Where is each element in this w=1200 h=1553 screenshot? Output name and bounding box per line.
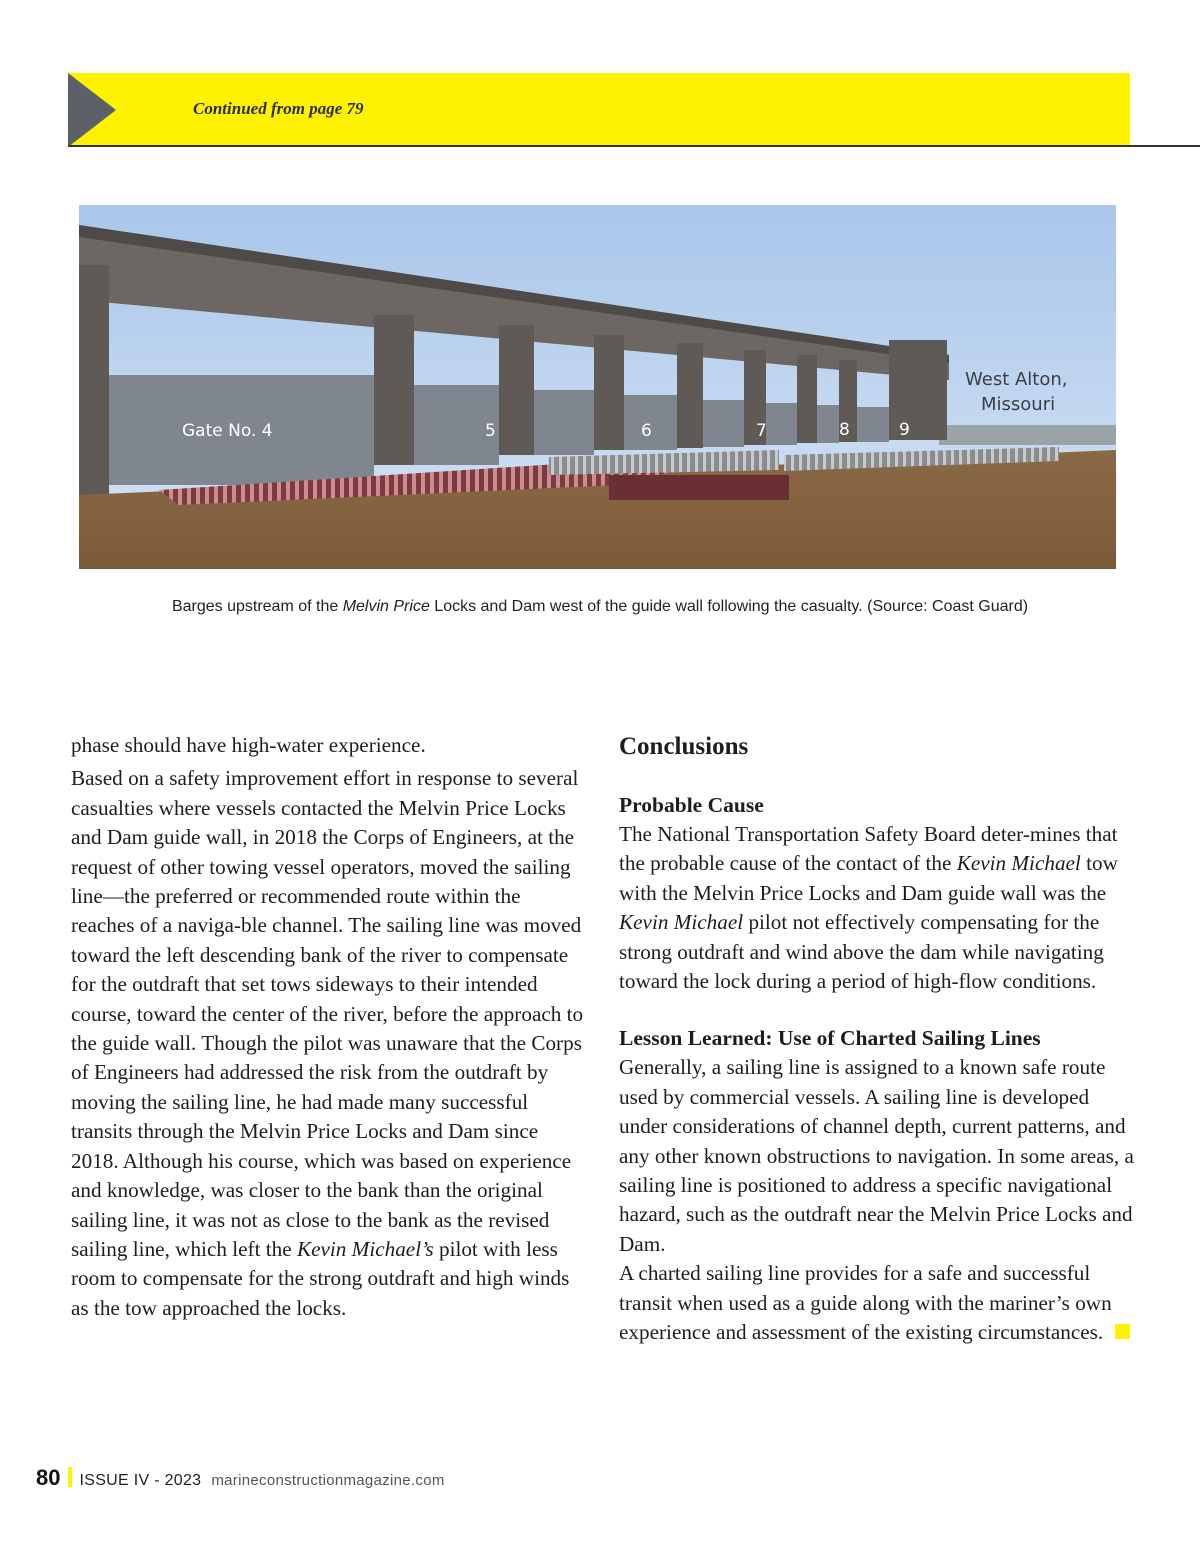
gate-6-label: 6 — [641, 421, 652, 441]
continued-from-label: Continued from page 79 — [193, 99, 364, 118]
gate-5-label: 5 — [485, 421, 496, 441]
banner-arrow-icon — [68, 73, 116, 147]
paragraph-1: phase should have high-water experience. — [71, 733, 426, 757]
gate-9-label: 9 — [899, 420, 910, 440]
lesson-learned-heading: Lesson Learned: Use of Charted Sailing Lines — [619, 1026, 1041, 1051]
probable-cause-text-b: tow with the Melvin Price Locks and Dam guide wall was the — [619, 851, 1118, 905]
gate-4-label: Gate No. 4 — [182, 421, 273, 441]
vessel-name: Kevin Michael — [956, 851, 1081, 876]
paragraph-2-text-a: Based on a safety improvement effort in response to several casualties where vessels contacted the Melvin Price Locks and Dam guide wall, in 2018 the Corps of Engineers, at the request of other towing vessel operators, moved the sailing line—the preferred or recommended route within the reaches of a naviga-ble channel. The sailing line was moved toward the left descending bank of the river to compensate for the outdraft that set tows sideways to their intended course, toward the center of the river, before the approach to the guide wall. Though the pilot was unaware that the Corps of Engineers had addressed the risk from the outdraft by moving the sailing line, he had made many successful transits through the Melvin Price Locks and Dam since 2018. Although his course, which was based on experience and knowledge, was closer to the bank than the original sailing line, it was not as close to the bank as the revised sailing line, which left the — [71, 766, 584, 1261]
vessel-name: Kevin Michael’s — [296, 1236, 434, 1261]
page-number: 80 — [36, 1465, 61, 1490]
right-column — [619, 731, 1139, 1348]
issue-label: ISSUE IV - 2023 — [79, 1472, 202, 1489]
caption-vessel-name: Melvin Price — [342, 598, 430, 615]
dam-photo — [79, 205, 1116, 569]
caption-text-after: Locks and Dam west of the guide wall following the casualty. (Source: Coast Guard) — [429, 598, 1029, 615]
lesson-learned-paragraph — [619, 1053, 1139, 1347]
place-label-line1: West Alton, — [965, 369, 1068, 390]
probable-cause-paragraph — [619, 820, 1139, 996]
left-column — [71, 731, 586, 1323]
page-footer — [36, 1465, 445, 1493]
website-label: marineconstructionmagazine.com — [211, 1472, 445, 1489]
place-label-line2: Missouri — [981, 394, 1056, 415]
footer-divider — [68, 1467, 72, 1487]
photo-caption — [0, 598, 1200, 616]
paragraph-2-text-b: pilot with less room to compensate for the strong outdraft and high winds as the tow approached the locks. — [71, 1236, 570, 1320]
paragraph-2 — [71, 764, 586, 1323]
vessel-name: Kevin Michael — [619, 910, 744, 935]
probable-cause-text-c: pilot not effectively compensating for the strong outdraft and wind above the dam while navigating toward the lock during a period of high-flow conditions. — [619, 910, 1104, 994]
caption-text-before: Barges upstream of the — [171, 598, 343, 615]
probable-cause-heading: Probable Cause — [619, 793, 764, 817]
header-rule — [68, 145, 1200, 147]
gate-7-label: 7 — [756, 421, 767, 441]
conclusions-heading: Conclusions — [619, 733, 749, 760]
gate-8-label: 8 — [839, 420, 850, 440]
lesson-learned-text-1: Generally, a sailing line is assigned to a known safe route used by commercial vessels. A sailing line is developed under considerations of channel depth, current patterns, and any other known obstructions to navigation. In some areas, a sailing line is positioned to address a specific navigational hazard, such as the outdraft near the Melvin Price Locks and Dam. — [619, 1055, 1134, 1256]
probable-cause-text-a: The National Transportation Safety Board deter-mines that the probable cause of the contact of the — [619, 822, 1118, 876]
lesson-learned-text-2: A charted sailing line provides for a safe and successful transit when used as a guide along with the mariner’s own experience and assessment of the existing circumstances. — [619, 1261, 1112, 1345]
end-of-article-icon — [1115, 1324, 1130, 1339]
